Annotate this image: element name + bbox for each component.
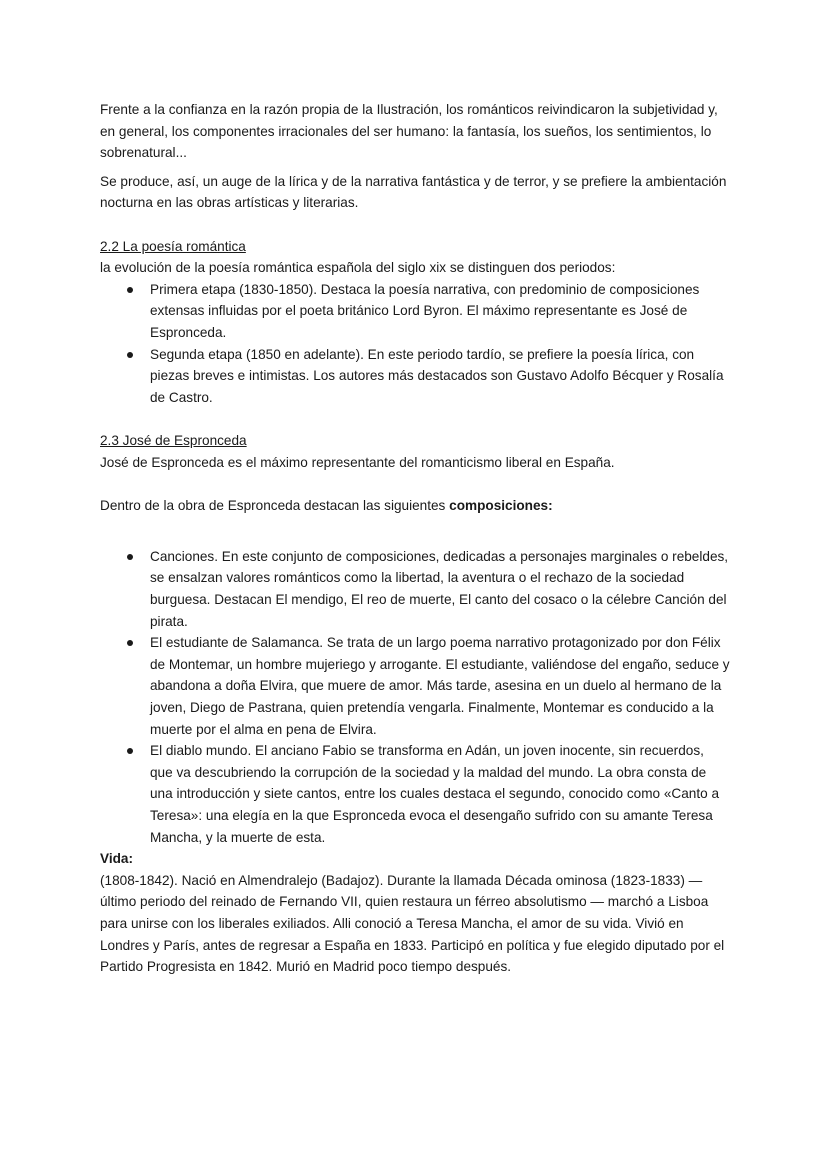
- list-item: El estudiante de Salamanca. Se trata de un largo poema narrativo protagonizado por don Félix de Montemar, un hombre mujeriego y arrogante. El estudiante, valiéndose del engaño, seduce y abandona a doña Elvira, que muere de amor. Más tarde, asesina en un duelo al hermano de la joven, Diego de Pastrana, quien pretendía vengarla. Finalmente, Montemar es conducido a la muerte por el alma en pena de Elvira.: [100, 632, 730, 740]
- section-lead-espronceda: José de Espronceda es el máximo representante del romanticismo liberal en España.: [100, 454, 615, 470]
- intro-paragraph-2: Se produce, así, un auge de la lírica y de la narrativa fantástica y de terror, y se prefiere la ambientación nocturna en las obras artísticas y literarias.: [100, 173, 727, 211]
- section-heading-espronceda: 2.3 José de Espronceda: [100, 432, 247, 448]
- spacer: [100, 408, 730, 430]
- periods-list: [100, 279, 730, 409]
- works-intro-text: Dentro de la obra de Espronceda destacan las siguientes: [100, 497, 450, 513]
- document-body: [100, 99, 730, 978]
- works-intro-bold: composiciones:: [449, 497, 553, 513]
- list-item: Canciones. En este conjunto de composiciones, dedicadas a personajes marginales o rebeldes, se ensalzan valores románticos como la libertad, la aventura o el rechazo de la sociedad burguesa. Destacan El mendigo, El reo de muerte, El canto del cosaco o la célebre Canción del pirata.: [100, 546, 730, 632]
- section-lead-poesia-romantica: la evolución de la poesía romántica española del siglo xix se distinguen dos periodos:: [100, 260, 616, 276]
- vida-label: [100, 848, 730, 870]
- vida-paragraph: (1808-1842). Nació en Almendralejo (Badajoz). Durante la llamada Década ominosa (1823-1833) — último periodo del reinado de Fernando VII, quien restaura un férreo absolutismo — marchó a Lisboa para unirse con los liberales exiliados. Alli conoció a Teresa Mancha, el amor de su vida. Vivió en Londres y París, antes de regresar a España en 1833. Participó en política y fue elegido diputado por el Partido Progresista en 1842. Murió en Madrid poco tiempo después.: [100, 872, 725, 975]
- works-intro: [100, 495, 730, 517]
- spacer: [100, 516, 730, 538]
- list-item: El diablo mundo. El anciano Fabio se transforma en Adán, un joven inocente, sin recuerdos, que va descubriendo la corrupción de la sociedad y la maldad del mundo. La obra consta de una introducción y siete cantos, entre los cuales destaca el segundo, conocido como «Canto a Teresa»: una elegía en la que Espronceda evoca el desengaño sufrido con su amante Teresa Mancha, y la muerte de esta.: [100, 740, 730, 848]
- works-list: [100, 546, 730, 848]
- list-item: Primera etapa (1830-1850). Destaca la poesía narrativa, con predominio de composiciones extensas influidas por el poeta británico Lord Byron. El máximo representante es José de Espronceda.: [100, 279, 730, 344]
- spacer: [100, 473, 730, 495]
- section-heading-poesia-romantica: 2.2 La poesía romántica: [100, 238, 246, 254]
- list-item: Segunda etapa (1850 en adelante). En este periodo tardío, se prefiere la poesía lírica, con piezas breves e intimistas. Los autores más destacados son Gustavo Adolfo Bécquer y Rosalía de Castro.: [100, 344, 730, 409]
- vida-label-text: Vida:: [100, 851, 133, 867]
- intro-paragraph-1: Frente a la confianza en la razón propia de la Ilustración, los románticos reivindicaron la subjetividad y, en general, los componentes irracionales del ser humano: la fantasía, los sueños, los sentimientos, lo sobrenatural...: [100, 102, 718, 161]
